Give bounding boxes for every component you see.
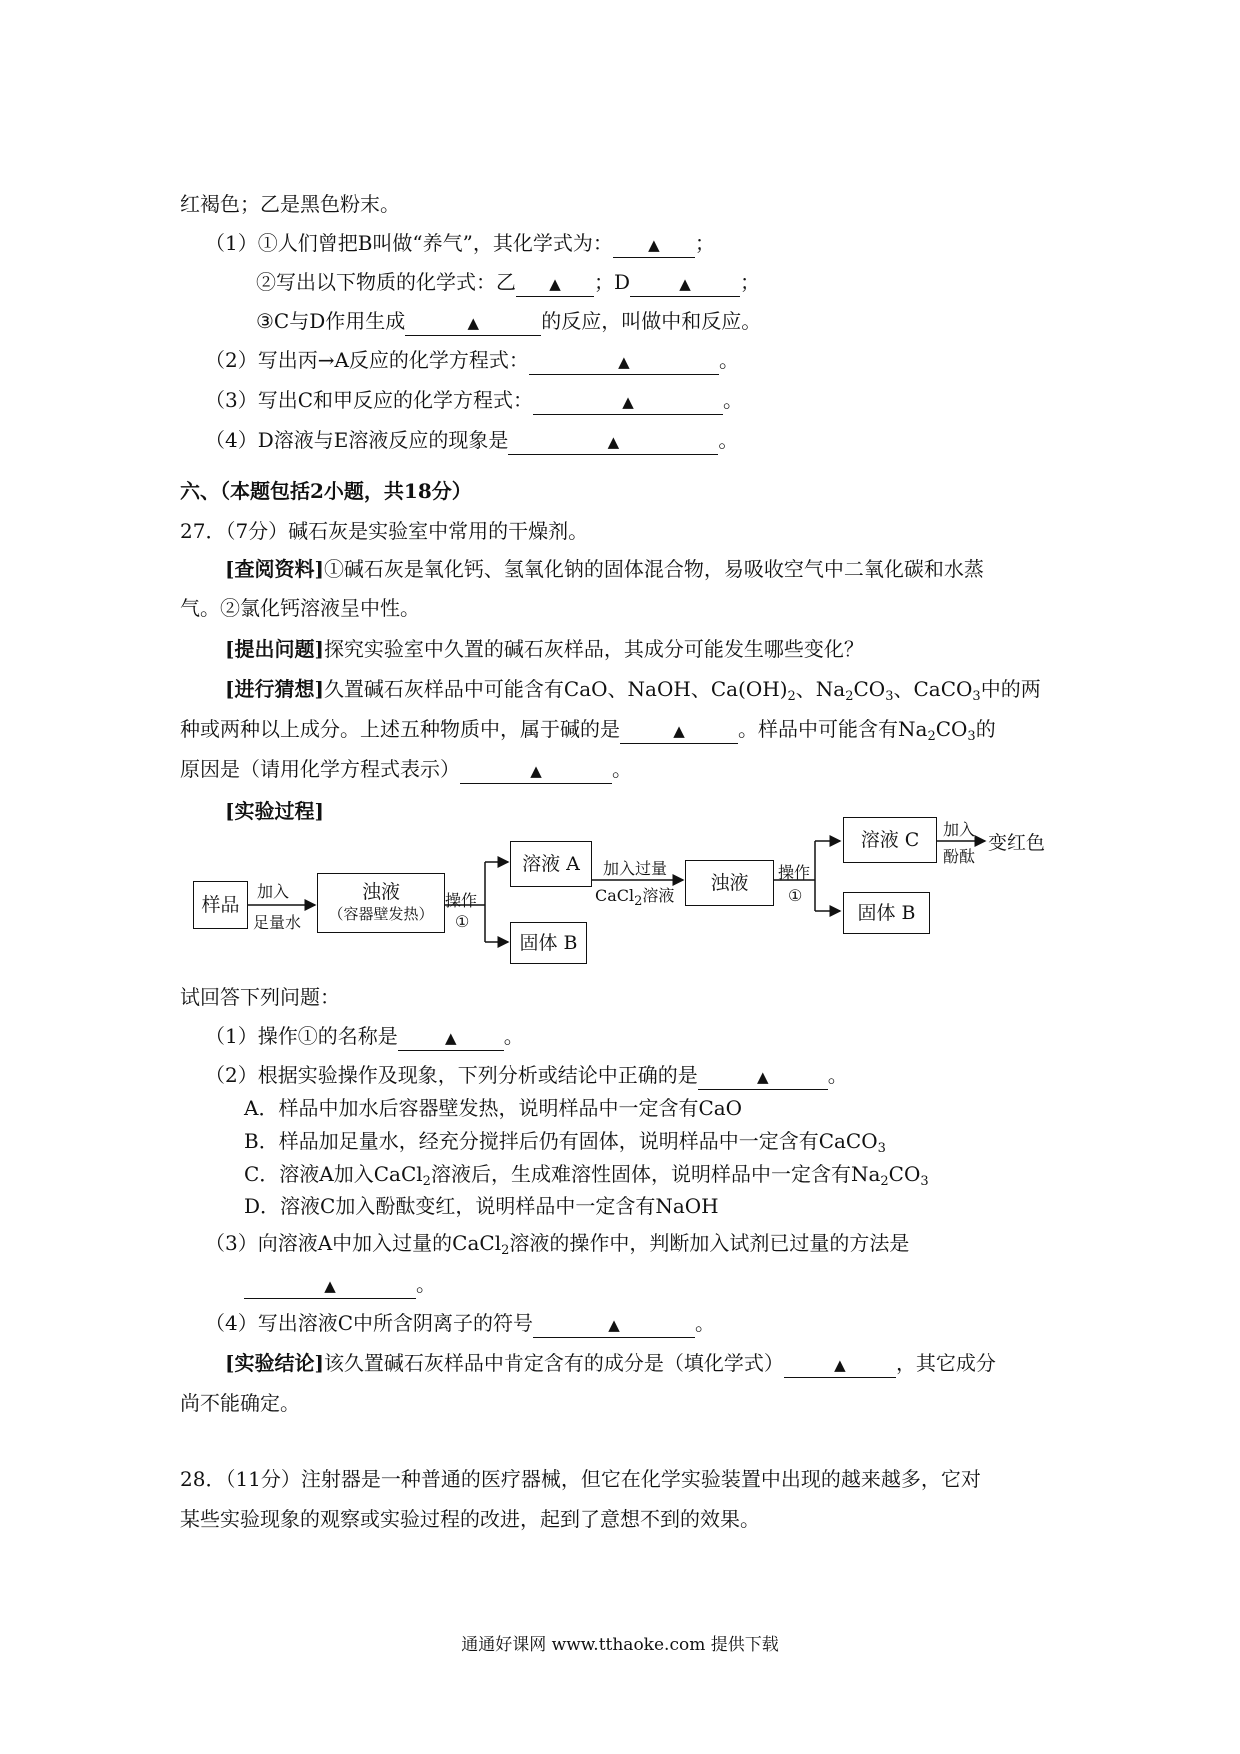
answer-blank[interactable] xyxy=(533,1311,695,1338)
answer-blank[interactable] xyxy=(398,1024,504,1051)
answer-intro: 试回答下列问题： xyxy=(180,985,340,1009)
answer-blank[interactable] xyxy=(516,270,594,297)
q27-reference xyxy=(225,555,984,583)
q28-line2: 某些实验现象的观察或实验过程的改进，起到了意想不到的效果。 xyxy=(180,1507,760,1531)
guess-text: 的 xyxy=(975,717,996,741)
question-text: ②写出以下物质的化学式：乙 xyxy=(256,270,516,294)
conclusion-tag: [实验结论] xyxy=(225,1351,324,1375)
option-text: C．溶液A加入CaCl xyxy=(244,1162,423,1186)
add-excess-label: 加入过量 xyxy=(603,859,668,878)
cacl2-text: CaCl xyxy=(595,886,635,905)
question-text: 。 xyxy=(416,1272,436,1296)
answer-blank[interactable] xyxy=(630,270,740,297)
question-text: ③C与D作用生成 xyxy=(256,309,406,333)
add-2-label: 加入 xyxy=(943,820,976,839)
answer-blank[interactable] xyxy=(784,1351,896,1378)
water-label: 足量水 xyxy=(253,913,302,932)
question-text: （4）D溶液与E溶液反应的现象是 xyxy=(205,428,509,452)
question-text: （4）写出溶液C中所含阴离子的符号 xyxy=(205,1311,534,1335)
triangle-icon: ▲ xyxy=(673,722,685,740)
subscript: 3 xyxy=(972,689,981,704)
question-text: （1）操作①的名称是 xyxy=(205,1024,398,1048)
solution-a-box: 溶液 A xyxy=(510,841,592,887)
q27-intro: 27．（7分）碱石灰是实验室中常用的干燥剂。 xyxy=(180,519,589,543)
triangle-icon: ▲ xyxy=(608,1316,620,1334)
guess-text: CO xyxy=(935,717,968,741)
guess-text: 久置碱石灰样品中可能含有CaO、NaOH、Ca(OH) xyxy=(323,677,788,701)
triangle-icon: ▲ xyxy=(756,1068,769,1086)
triangle-icon: ▲ xyxy=(679,275,691,293)
subscript: 3 xyxy=(877,1141,886,1156)
turbid-box xyxy=(317,873,445,933)
ask-text: 探究实验室中久置的碱石灰样品，其成分可能发生哪些变化？ xyxy=(323,637,864,661)
question-text: ；D xyxy=(594,270,631,294)
answer-blank[interactable] xyxy=(460,757,612,784)
question-text: （1）①人们曾把B叫做“养气”，其化学式为： xyxy=(205,231,613,255)
option-b[interactable] xyxy=(244,1127,886,1155)
triangle-icon: ▲ xyxy=(324,1277,336,1295)
triangle-icon: ▲ xyxy=(549,275,561,293)
q27-conclusion xyxy=(225,1349,996,1378)
q27-guess-line3 xyxy=(180,755,632,784)
triangle-icon: ▲ xyxy=(444,1029,457,1047)
subscript: 2 xyxy=(634,894,643,909)
turns-red-label: 变红色 xyxy=(988,832,1046,854)
triangle-icon: ▲ xyxy=(530,762,542,780)
cacl2-text: 溶液 xyxy=(642,886,675,905)
turbid-note: （容器壁发热） xyxy=(328,905,434,923)
q27-guess-line2 xyxy=(180,715,996,744)
answer-blank[interactable] xyxy=(529,348,719,375)
turbid-label: 浊液 xyxy=(361,881,400,903)
guess-tag: [进行猜想] xyxy=(225,677,324,701)
triangle-icon: ▲ xyxy=(622,393,634,411)
question-text: 溶液的操作中，判断加入试剂已过量的方法是 xyxy=(509,1231,910,1255)
answer-blank[interactable] xyxy=(244,1272,416,1299)
question-text: ； xyxy=(740,270,761,294)
question-4 xyxy=(205,426,738,455)
question-text: 。 xyxy=(695,1311,716,1335)
answer-blank[interactable] xyxy=(613,231,695,258)
solid-b-box: 固体 B xyxy=(510,922,587,964)
question-1a xyxy=(205,229,715,258)
q27-p3-answer xyxy=(244,1270,436,1299)
question-3 xyxy=(205,386,743,415)
option-a[interactable]: A．样品中加水后容器壁发热，说明样品中一定含有CaO xyxy=(244,1096,743,1120)
answer-blank[interactable] xyxy=(698,1063,828,1090)
question-text: 。 xyxy=(827,1063,848,1087)
turbid-2-box: 浊液 xyxy=(685,860,774,906)
operation-number-2: ① xyxy=(788,886,803,905)
triangle-icon: ▲ xyxy=(607,433,620,451)
phenolphthalein-label: 酚酞 xyxy=(943,847,976,866)
operation-number: ① xyxy=(455,912,470,931)
section-heading: 六、（本题包括2小题，共18分） xyxy=(180,479,472,503)
question-text: （2）根据实验操作及现象，下列分析或结论中正确的是 xyxy=(205,1063,698,1087)
solution-c-box: 溶液 C xyxy=(843,817,937,863)
question-text: （2）写出丙→A反应的化学方程式： xyxy=(205,348,529,372)
question-1b xyxy=(256,268,760,297)
answer-blank[interactable] xyxy=(620,717,738,744)
answer-blank[interactable] xyxy=(508,428,718,455)
q27-reference-cont: 气。②氯化钙溶液呈中性。 xyxy=(180,596,420,620)
q27-p2 xyxy=(205,1061,848,1090)
q27-p3 xyxy=(205,1229,909,1257)
page-footer: 通通好课网 www.tthaoke.com 提供下载 xyxy=(461,1635,779,1655)
guess-text: 、Na xyxy=(795,677,846,701)
sample-box: 样品 xyxy=(193,881,248,929)
flow-diagram xyxy=(185,815,1065,975)
subscript: 3 xyxy=(920,1174,929,1189)
guess-text: 。 xyxy=(612,757,632,781)
operation-label: 操作 xyxy=(445,891,478,910)
guess-text: 、CaCO xyxy=(893,677,973,701)
guess-text: 原因是（请用化学方程式表示） xyxy=(180,757,460,781)
guess-text: 。样品中可能含有Na xyxy=(738,717,928,741)
option-d[interactable]: D．溶液C加入酚酞变红，说明样品中一定含有NaOH xyxy=(244,1194,719,1218)
ask-tag: [提出问题] xyxy=(225,637,324,661)
operation-label-2: 操作 xyxy=(778,863,811,882)
answer-blank[interactable] xyxy=(533,388,723,415)
subscript: 2 xyxy=(501,1243,510,1258)
question-text: ； xyxy=(694,231,715,255)
conclusion-text: ，其它成分 xyxy=(895,1351,996,1375)
question-text: 。 xyxy=(718,348,739,372)
triangle-icon: ▲ xyxy=(618,353,630,371)
procedure-tag: [实验过程] xyxy=(225,799,324,823)
triangle-icon: ▲ xyxy=(648,236,660,254)
option-c[interactable] xyxy=(244,1160,929,1188)
guess-text: CO xyxy=(853,677,886,701)
q27-p1 xyxy=(205,1022,524,1051)
option-text: B．样品加足量水，经充分搅拌后仍有固体，说明样品中一定含有CaCO xyxy=(244,1129,878,1153)
add-label: 加入 xyxy=(257,882,290,901)
reference-text: ①碱石灰是氧化钙、氢氧化钠的固体混合物，易吸收空气中二氧化碳和水蒸 xyxy=(323,557,984,581)
text-line: 红褐色；乙是黑色粉末。 xyxy=(180,192,400,216)
subscript: 3 xyxy=(885,689,894,704)
reference-tag: [查阅资料] xyxy=(225,557,324,581)
answer-blank[interactable] xyxy=(405,309,541,336)
solid-b-2-box: 固体 B xyxy=(843,892,930,934)
option-text: 溶液后，生成难溶性固体，说明样品中一定含有Na xyxy=(430,1162,881,1186)
subscript: 2 xyxy=(787,689,796,704)
subscript: 2 xyxy=(880,1174,889,1189)
question-text: 。 xyxy=(503,1024,524,1048)
question-text: （3）向溶液A中加入过量的CaCl xyxy=(205,1231,502,1255)
q27-ask xyxy=(225,635,864,663)
question-text: 。 xyxy=(723,388,744,412)
question-text: 的反应，叫做中和反应。 xyxy=(541,309,762,333)
subscript: 2 xyxy=(845,689,854,704)
triangle-icon: ▲ xyxy=(834,1356,846,1374)
guess-text: 种或两种以上成分。上述五种物质中，属于碱的是 xyxy=(180,717,620,741)
question-2 xyxy=(205,346,739,375)
q27-guess xyxy=(225,675,1041,703)
question-text: 。 xyxy=(718,428,739,452)
conclusion-text: 该久置碱石灰样品中肯定含有的成分是（填化学式） xyxy=(323,1351,784,1375)
guess-text: 中的两 xyxy=(980,677,1041,701)
q28-line1: 28．（11分）注射器是一种普通的医疗器械，但它在化学实验装置中出现的越来越多，它对 xyxy=(180,1467,981,1491)
question-1c xyxy=(256,307,761,336)
subscript: 3 xyxy=(967,729,976,744)
subscript: 2 xyxy=(422,1174,431,1189)
triangle-icon: ▲ xyxy=(467,314,480,332)
q27-conclusion-cont: 尚不能确定。 xyxy=(180,1391,300,1415)
option-text: CO xyxy=(888,1162,921,1186)
cacl2-label xyxy=(595,883,675,909)
subscript: 2 xyxy=(927,729,936,744)
question-text: （3）写出C和甲反应的化学方程式： xyxy=(205,388,534,412)
q27-p4 xyxy=(205,1309,715,1338)
